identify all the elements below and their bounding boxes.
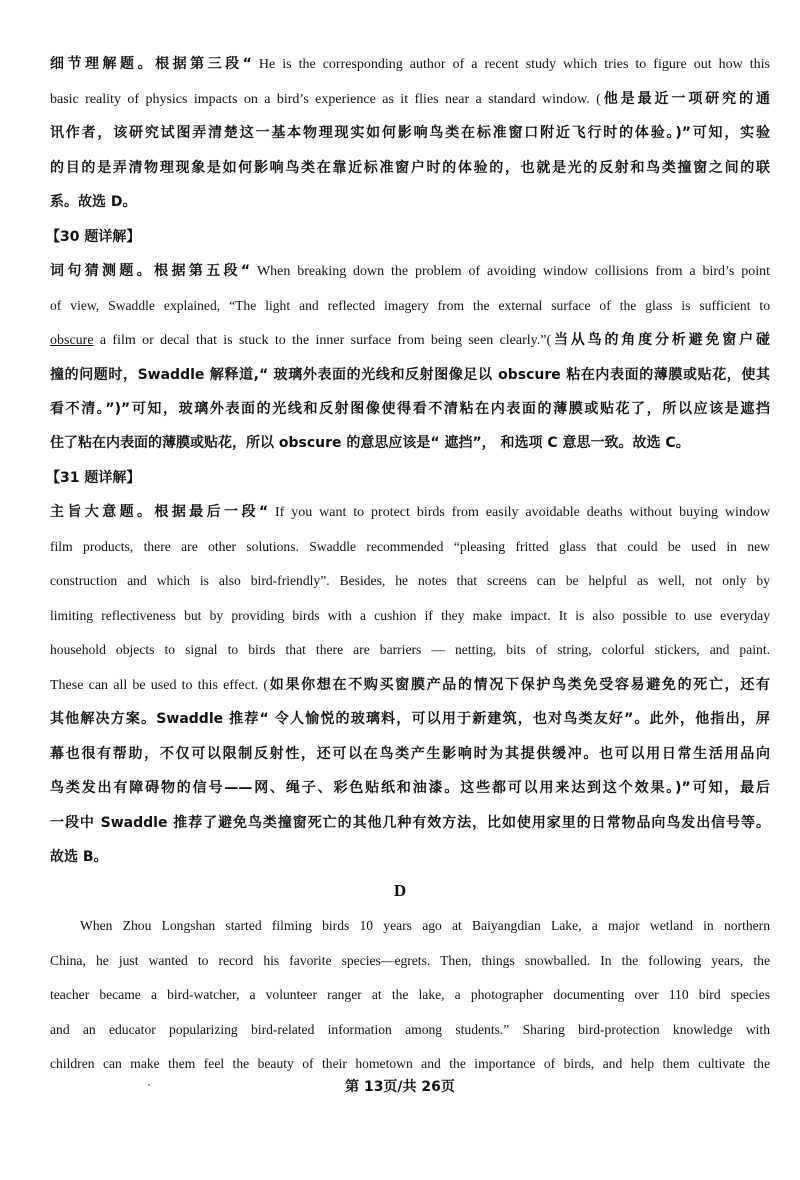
passage-d-line-4: and an educator popularizing bird-related information among students.” Sharing bird-protection knowledge with — [50, 1022, 770, 1037]
q29-line-2: basic reality of physics impacts on a bird’s experience as it flies near a standard window. (他是最近一项研究的通 — [50, 91, 770, 107]
q30-line-1: 词句猜测题。根据第五段“ When breaking down the problem of avoiding window collisions from a bird’s point — [50, 263, 770, 279]
q30-line-6: 住了粘在内表面的薄膜或贴花，所以 obscure 的意思应该是“ 遮挡”， 和选项 C 意思一致。故选 C。 — [50, 435, 690, 451]
q31-line-7: 其他解决方案。Swaddle 推荐“ 令人愉悦的玻璃料，可以用于新建筑，也对鸟类友好”。此外，他指出，屏 — [50, 711, 770, 727]
q29-line-3: 讯作者，该研究试图弄清楚这一基本物理现实如何影响鸟类在标准窗口附近飞行时的体验。)”可知，实验 — [50, 125, 770, 141]
q29-line-4: 的目的是弄清物理现象是如何影响鸟类在靠近标准窗户时的体验的，也就是光的反射和鸟类撞窗之间的联 — [50, 160, 770, 176]
q31-line-11: 故选 B。 — [50, 849, 108, 865]
q29-line-1: 细节理解题。根据第三段“ He is the corresponding author of a recent study which tries to figure out how this — [50, 56, 770, 72]
q31-header: 【31 题详解】 — [46, 470, 141, 486]
obscure-word: obscure — [50, 333, 94, 348]
q30-line-5: 看不清。”)”可知，玻璃外表面的光线和反射图像使得看不清粘在内表面的薄膜或贴花了，所以应该是遮挡 — [50, 401, 770, 417]
q31-line-9: 鸟类发出有障碍物的信号——网、绳子、彩色贴纸和油漆。这些都可以用来达到这个效果。)”可知，最后 — [50, 780, 770, 796]
q31-line-2: film products, there are other solutions. Swaddle recommended “pleasing fritted glass that could be used in new — [50, 539, 770, 554]
q30-header: 【30 题详解】 — [46, 229, 141, 245]
q30-line-3: obscure a film or decal that is stuck to the inner surface from being seen clearly.”(当从鸟的角度分析避免窗户碰 — [50, 332, 770, 348]
q31-line-5: household objects to signal to birds that there are barriers — netting, bits of string, colorful stickers, and paint. — [50, 642, 770, 657]
passage-d-letter: D — [393, 881, 407, 900]
q29-line-5: 系。故选 D。 — [50, 194, 137, 210]
q31-line-1: 主旨大意题。根据最后一段“ If you want to protect birds from easily avoidable deaths without buying window — [50, 504, 770, 520]
q31-line-4: limiting reflectiveness but by providing birds with a cushion if they make impact. It is also possible to use everyday — [50, 608, 770, 623]
q31-line-8: 幕也很有帮助，不仅可以限制反射性，还可以在鸟类产生影响时为其提供缓冲。也可以用日常生活用品向 — [50, 746, 770, 762]
passage-d-line-5: children can make them feel the beauty of their hometown and the importance of birds, and help them cultivate the — [50, 1056, 770, 1071]
passage-d-line-3: teacher became a bird-watcher, a volunteer ranger at the lake, a photographer documenting over 110 bird species — [50, 987, 770, 1002]
q30-line-2: of view, Swaddle explained, “The light and reflected imagery from the external surface of the glass is sufficient to — [50, 298, 770, 313]
passage-d-line-1: When Zhou Longshan started filming birds 10 years ago at Baiyangdian Lake, a major wetland in northern — [80, 918, 770, 933]
passage-d-line-2: China, he just wanted to record his favorite species—egrets. Then, things snowballed. In the following years, the — [50, 953, 770, 968]
page-number-footer: 第 13页/共 26页 — [345, 1079, 455, 1095]
q31-line-10: 一段中 Swaddle 推荐了避免鸟类撞窗死亡的其他几种有效方法，比如使用家里的日常物品向鸟发出信号等。 — [50, 815, 770, 831]
q31-line-6: These can all be used to this effect. (如果你想在不购买窗膜产品的情况下保护鸟类免受容易避免的死亡，还有 — [50, 677, 770, 693]
q31-line-3: construction and which is also bird-friendly”. Besides, he notes that screens can be helpful as well, not only by — [50, 573, 770, 588]
q30-line-4: 撞的问题时，Swaddle 解释道,“ 玻璃外表面的光线和反射图像足以 obscure 粘在内表面的薄膜或贴花，使其 — [50, 367, 770, 383]
